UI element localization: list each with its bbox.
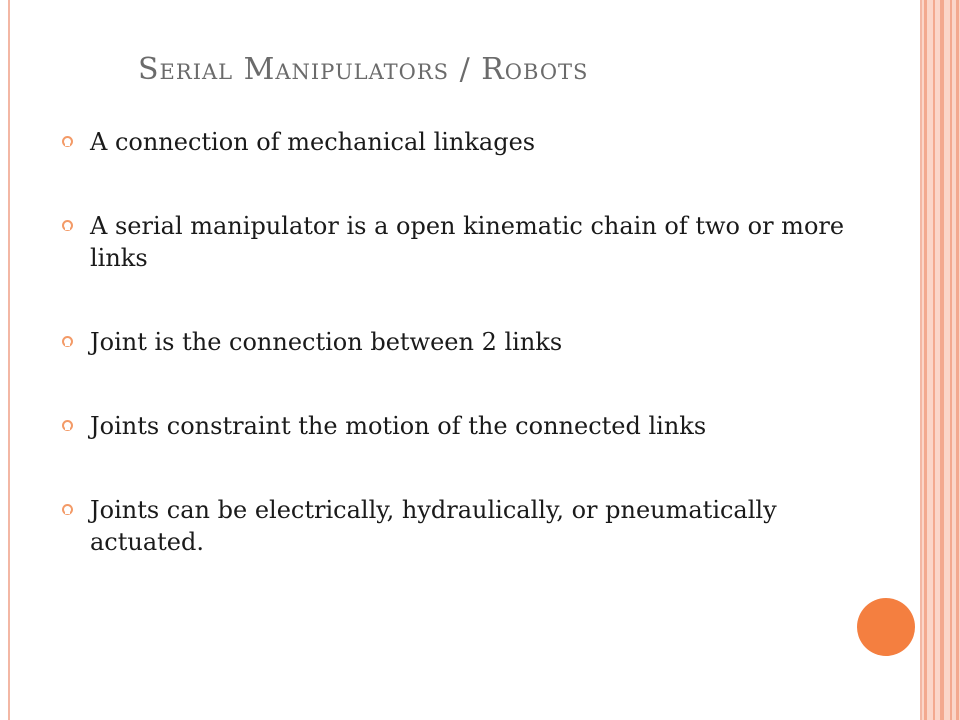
decorative-stripes bbox=[922, 0, 960, 720]
decorative-orange-circle bbox=[857, 598, 915, 656]
bullet-circle-icon bbox=[62, 504, 73, 515]
bullet-item bbox=[62, 210, 852, 274]
bullet-circle-icon bbox=[62, 336, 73, 347]
bullet-text: Joints constraint the motion of the connected links bbox=[90, 412, 707, 440]
bullet-list bbox=[62, 126, 852, 558]
stripe-line bbox=[950, 0, 952, 720]
stripe-line bbox=[933, 0, 935, 720]
bullet-item bbox=[62, 326, 852, 358]
bullet-text: A connection of mechanical linkages bbox=[90, 128, 536, 156]
stripe-line bbox=[924, 0, 927, 720]
bullet-circle-icon bbox=[62, 136, 73, 147]
bullet-item bbox=[62, 410, 852, 442]
bullet-text: Joints can be electrically, hydraulically, or pneumatically actuated. bbox=[90, 496, 777, 556]
bullet-circle-icon bbox=[62, 220, 73, 231]
stripe-line bbox=[956, 0, 959, 720]
stripe-line bbox=[940, 0, 944, 720]
bullet-text: Joint is the connection between 2 links bbox=[90, 328, 563, 356]
bullet-item bbox=[62, 126, 852, 158]
bullet-text: A serial manipulator is a open kinematic chain of two or more links bbox=[90, 212, 845, 272]
bullet-circle-icon bbox=[62, 420, 73, 431]
bullet-item bbox=[62, 494, 852, 558]
slide-title: Serial Manipulators / Robots bbox=[138, 52, 589, 87]
